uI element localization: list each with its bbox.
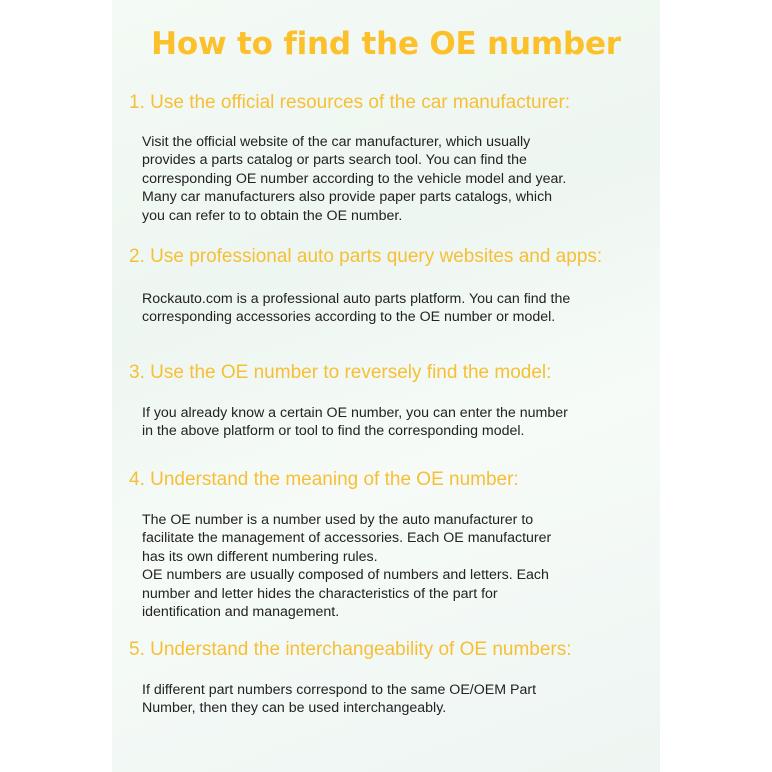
page-title: How to find the OE number [151, 26, 621, 62]
section-1-body [142, 133, 657, 225]
section-4-line: number and letter hides the characteristics of the part for [142, 585, 498, 602]
section-1-heading: 1. Use the official resources of the car manufacturer: [129, 92, 571, 113]
section-5-line: Number, then they can be used interchangeably. [142, 700, 447, 717]
section-1-line: corresponding OE number according to the vehicle model and year. [142, 170, 567, 187]
section-3-line: in the above platform or tool to find the corresponding model. [142, 423, 525, 440]
section-1-line: you can refer to to obtain the OE number. [142, 207, 403, 224]
section-4-line: facilitate the management of accessories. Each OE manufacturer [142, 530, 552, 547]
section-2-heading: 2. Use professional auto parts query websites and apps: [129, 246, 603, 267]
section-3-body [142, 404, 657, 441]
section-2-line: corresponding accessories according to the OE number or model. [142, 309, 556, 326]
document-page [112, 0, 660, 772]
section-3-heading: 3. Use the OE number to reversely find the model: [129, 362, 552, 383]
section-1-line: Many car manufacturers also provide paper parts catalogs, which [142, 189, 553, 206]
section-1-line: Visit the official website of the car manufacturer, which usually [142, 134, 531, 150]
section-5-heading: 5. Understand the interchangeability of OE numbers: [129, 639, 572, 660]
section-3-line: If you already know a certain OE number, you can enter the number [142, 405, 568, 421]
section-4-heading: 4. Understand the meaning of the OE number: [129, 469, 519, 490]
section-4-line: identification and management. [142, 604, 340, 621]
section-4-line: has its own different numbering rules. [142, 548, 378, 565]
section-4-line: The OE number is a number used by the auto manufacturer to [142, 512, 534, 528]
section-2-body [142, 290, 657, 327]
section-2-line: Rockauto.com is a professional auto parts platform. You can find the [142, 291, 571, 307]
section-1-line: provides a parts catalog or parts search tool. You can find the [142, 152, 527, 169]
section-5-body [142, 681, 657, 718]
section-5-line: If different part numbers correspond to the same OE/OEM Part [142, 682, 537, 698]
section-4-line: OE numbers are usually composed of numbers and letters. Each [142, 567, 549, 584]
section-4-body [142, 511, 657, 621]
